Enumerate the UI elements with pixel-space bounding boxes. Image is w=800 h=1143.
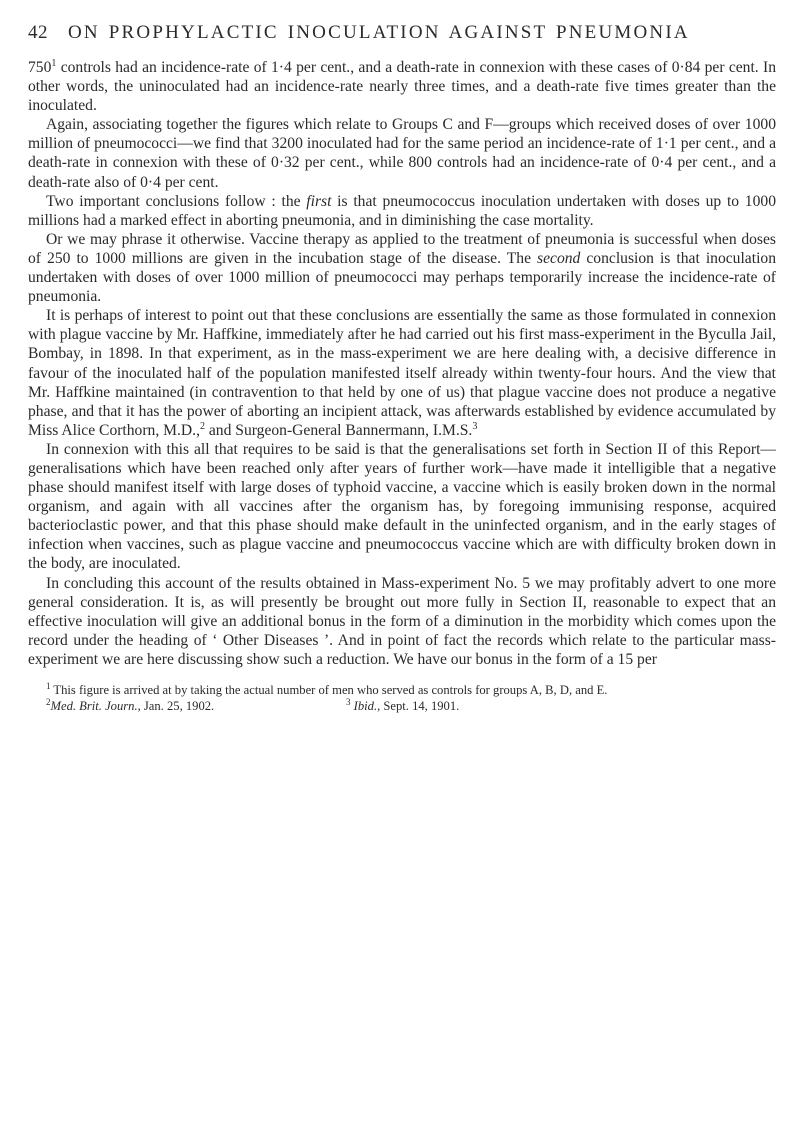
footnote-2-journal: Med. Brit. Journ.: [50, 698, 138, 713]
footnote-ref-2[interactable]: 2: [199, 420, 205, 432]
footnote-ref-1[interactable]: 1: [51, 57, 57, 69]
paragraph-5-mid: and Surgeon-General Bannermann, I.M.S.: [204, 421, 473, 439]
paragraph-4: [28, 230, 776, 306]
paragraph-6: In connexion with this all that requires to be said is that the generalisations set forth in Section II of this Report—generalisations which have been reached only after years of further work—have made it intelligible that a negative phase should manifest itself with large doses of typhoid vaccine, a vaccine which is easily broken down in the normal organism, and again with all vaccines after the organism has, by foregoing immunising response, acquired bacterioclastic power, and that this phase should make default in the uninfected organism, and in the early stages of infection when vaccines, such as plague vaccine and pneumococcus vaccine which are with difficulty broken down in the body, are inoculated.: [28, 440, 776, 573]
footnote-ref-3[interactable]: 3: [472, 420, 478, 432]
paragraph-3: [28, 192, 776, 230]
paragraph-2: Again, associating together the figures which relate to Groups C and F—groups which received doses of over 1000 million of pneumococci—we find that 3200 inoculated had for the same period an incidence-rate of 1·1 per cent., and a death-rate in connexion with these of 0·32 per cent., while 800 controls had an incidence-rate of 0·4 per cent., and a death-rate also of 0·4 per cent.: [28, 116, 776, 191]
paragraph-4-end: conclusion is that inoculation undertaken with doses of over 1000 million of pneumococci may perhaps temporarily increase the incidence-rate of pneumonia.: [28, 249, 776, 306]
footnote-3-mark: 3: [346, 696, 351, 707]
paragraph-5-start: It is perhaps of interest to point out that these conclusions are essentially the same as those formulated in connexion with plague vaccine by Mr. Haffkine, immediately after he had carried out his first mass-experiment in the Byculla Jail, Bombay, in 1898. In that experiment, as in the mass-experiment we are here dealing with, a decisive difference in favour of the inoculated half of the population manifested itself already within twenty-four hours. And the view that Mr. Haffkine maintained (in contravention to that held by one of us) that plague vaccine does not produce a negative phase, and that it has the power of aborting an incipient attack, was afterwards established by evidence accumulated by Miss Alice Corthorn, M.D.,: [28, 307, 776, 439]
running-head: [28, 22, 776, 52]
emphasis-first: first: [306, 192, 332, 210]
footnote-2-text: , Jan. 25, 1902.: [137, 698, 215, 713]
paragraph-3-end: is that pneumococcus inoculation undertaken with doses up to 1000 millions had a marked effect in aborting pneumonia, and in diminishing the case mortality.: [28, 192, 776, 229]
footnote-1-text: This figure is arrived at by taking the actual number of men who served as controls for groups A, B, D, and E.: [50, 683, 608, 697]
footnote-1-mark: 1: [46, 680, 51, 691]
footnote-pair: [28, 696, 776, 715]
footnote-2-mark: 2: [46, 696, 51, 707]
paragraph-1: [28, 58, 776, 115]
footnote-3-text: , Sept. 14, 1901.: [377, 698, 460, 713]
running-title: ON PROPHYLACTIC INOCULATION AGAINST PNEUMONIA: [68, 22, 690, 43]
paragraph-5: [28, 306, 776, 440]
page-number: 42: [28, 22, 48, 43]
footnote-1: [28, 680, 776, 699]
footnote-2: [46, 696, 346, 715]
footnotes: [28, 680, 776, 714]
paragraph-4-start: Or we may phrase it otherwise. Vaccine therapy as applied to the treatment of pneumonia is successful when doses of 250 to 1000 millions are given in the incubation stage of the disease. The: [28, 230, 776, 267]
emphasis-second: second: [537, 249, 581, 267]
book-page: [28, 22, 776, 714]
paragraph-3-start: Two important conclusions follow : the: [46, 192, 307, 210]
body-text: [28, 58, 776, 669]
footnote-3: [346, 696, 460, 715]
paragraph-7: In concluding this account of the results obtained in Mass-experiment No. 5 we may profitably advert to one more general consideration. It is, as will presently be brought out more fully in Section II, reasonable to expect that an effective inoculation will give an additional bonus in the form of a diminution in the morbidity which comes upon the record under the heading of ‘ Other Diseases ’. And in point of fact the records which relate to the particular mass-experiment we are here discussing show such a reduction. We have our bonus in the form of a 15 per: [28, 574, 776, 668]
footnote-3-journal: Ibid.: [353, 698, 378, 713]
paragraph-1-text: controls had an incidence-rate of 1·4 per cent., and a death-rate in connexion with these cases of 0·84 per cent. In other words, the uninoculated had an incidence-rate nearly three times, and a death-rate five times greater than the inoculated.: [28, 59, 776, 115]
paragraph-1-start: 750: [28, 59, 52, 76]
